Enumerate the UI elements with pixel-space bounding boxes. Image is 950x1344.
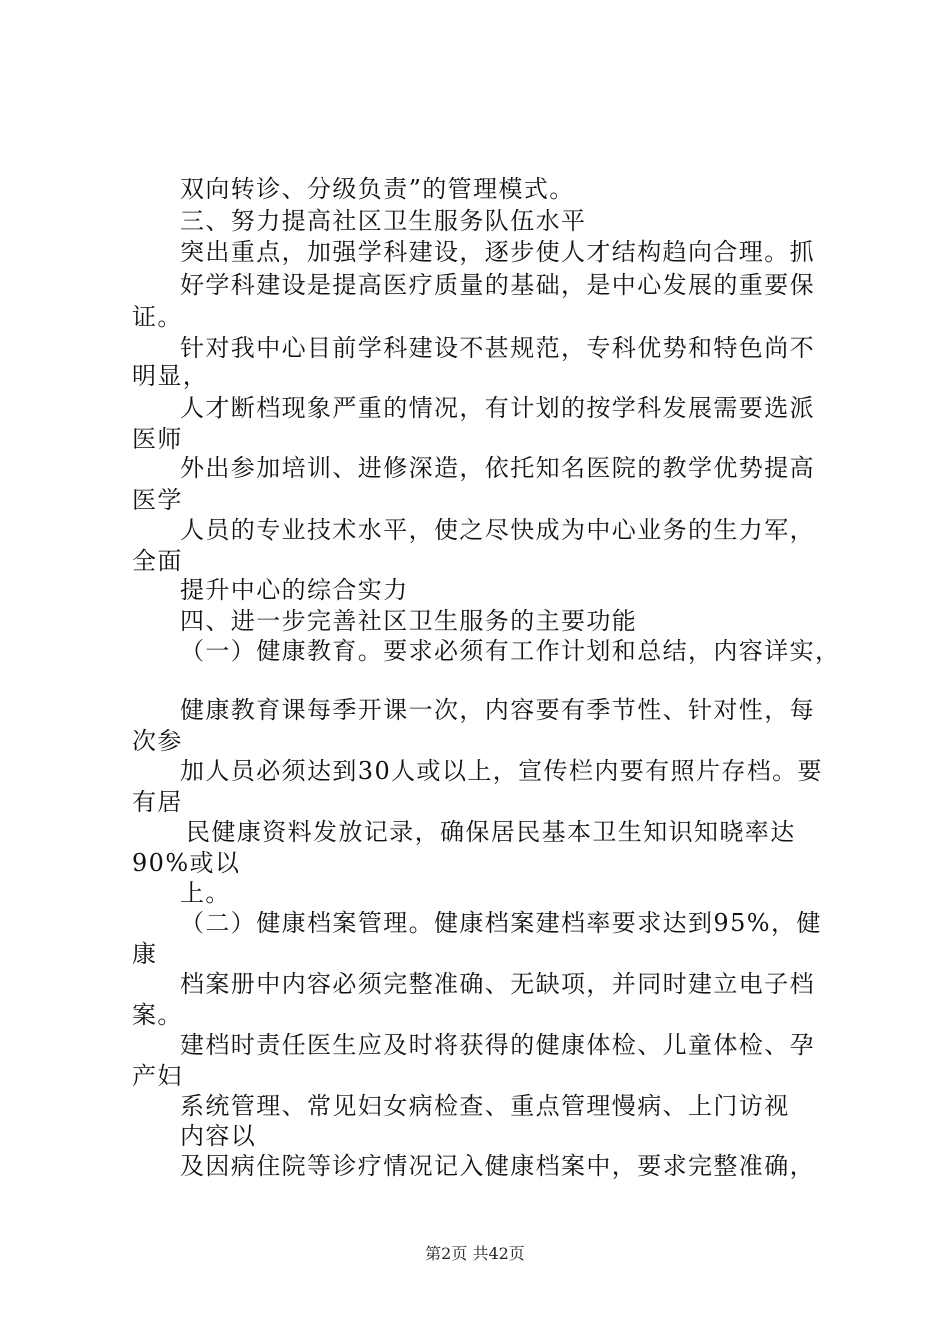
body-line: 明显， (132, 362, 209, 390)
body-line: 外出参加培训、进修深造，依托知名医院的教学优势提高 (180, 454, 815, 482)
body-line: 次参 (132, 727, 183, 755)
body-line: 系统管理、常见妇女病检查、重点管理慢病、上门访视 (180, 1092, 790, 1120)
body-line: 人员的专业技术水平，使之尽快成为中心业务的生力军， (180, 516, 815, 544)
body-line: 证。 (132, 303, 183, 331)
body-line: 全面 (132, 547, 183, 575)
body-line: 有居 (132, 788, 183, 816)
body-line: 双向转诊、分级负责”的管理模式。 (180, 175, 575, 203)
body-line: 针对我中心目前学科建设不甚规范，专科优势和特色尚不 (180, 334, 815, 362)
body-line: 健康教育课每季开课一次，内容要有季节性、针对性，每 (180, 696, 815, 724)
body-line: 民健康资料发放记录，确保居民基本卫生知识知晓率达 (186, 818, 796, 846)
body-line: （二）健康档案管理。健康档案建档率要求达到95%，健 (180, 909, 822, 937)
body-line: 医学 (132, 486, 183, 514)
body-line: 提升中心的综合实力 (180, 576, 409, 604)
body-line: 内容以 (180, 1122, 257, 1150)
body-line: 案。 (132, 1001, 183, 1029)
body-line: 档案册中内容必须完整准确、无缺项，并同时建立电子档 (180, 970, 815, 998)
body-line: 产妇 (132, 1062, 183, 1090)
body-line: 医师 (132, 425, 183, 453)
section-heading: 四、进一步完善社区卫生服务的主要功能 (180, 607, 638, 635)
body-line: 加人员必须达到30人或以上，宣传栏内要有照片存档。要 (180, 757, 823, 785)
page-number-footer: 第2页 共42页 (425, 1244, 525, 1263)
body-line: 人才断档现象严重的情况，有计划的按学科发展需要选派 (180, 394, 815, 422)
section-heading: 三、努力提高社区卫生服务队伍水平 (180, 207, 587, 235)
body-line: 及因病住院等诊疗情况记入健康档案中，要求完整准确， (180, 1152, 815, 1180)
body-line: 突出重点，加强学科建设，逐步使人才结构趋向合理。抓 (180, 238, 815, 266)
body-line: 90%或以 (132, 849, 241, 877)
body-line: 好学科建设是提高医疗质量的基础，是中心发展的重要保 (180, 271, 815, 299)
body-line: （一）健康教育。要求必须有工作计划和总结，内容详实， (180, 637, 841, 665)
body-line: 上。 (180, 879, 231, 907)
body-line: 建档时责任医生应及时将获得的健康体检、儿童体检、孕 (180, 1031, 815, 1059)
body-line: 康 (132, 940, 158, 968)
